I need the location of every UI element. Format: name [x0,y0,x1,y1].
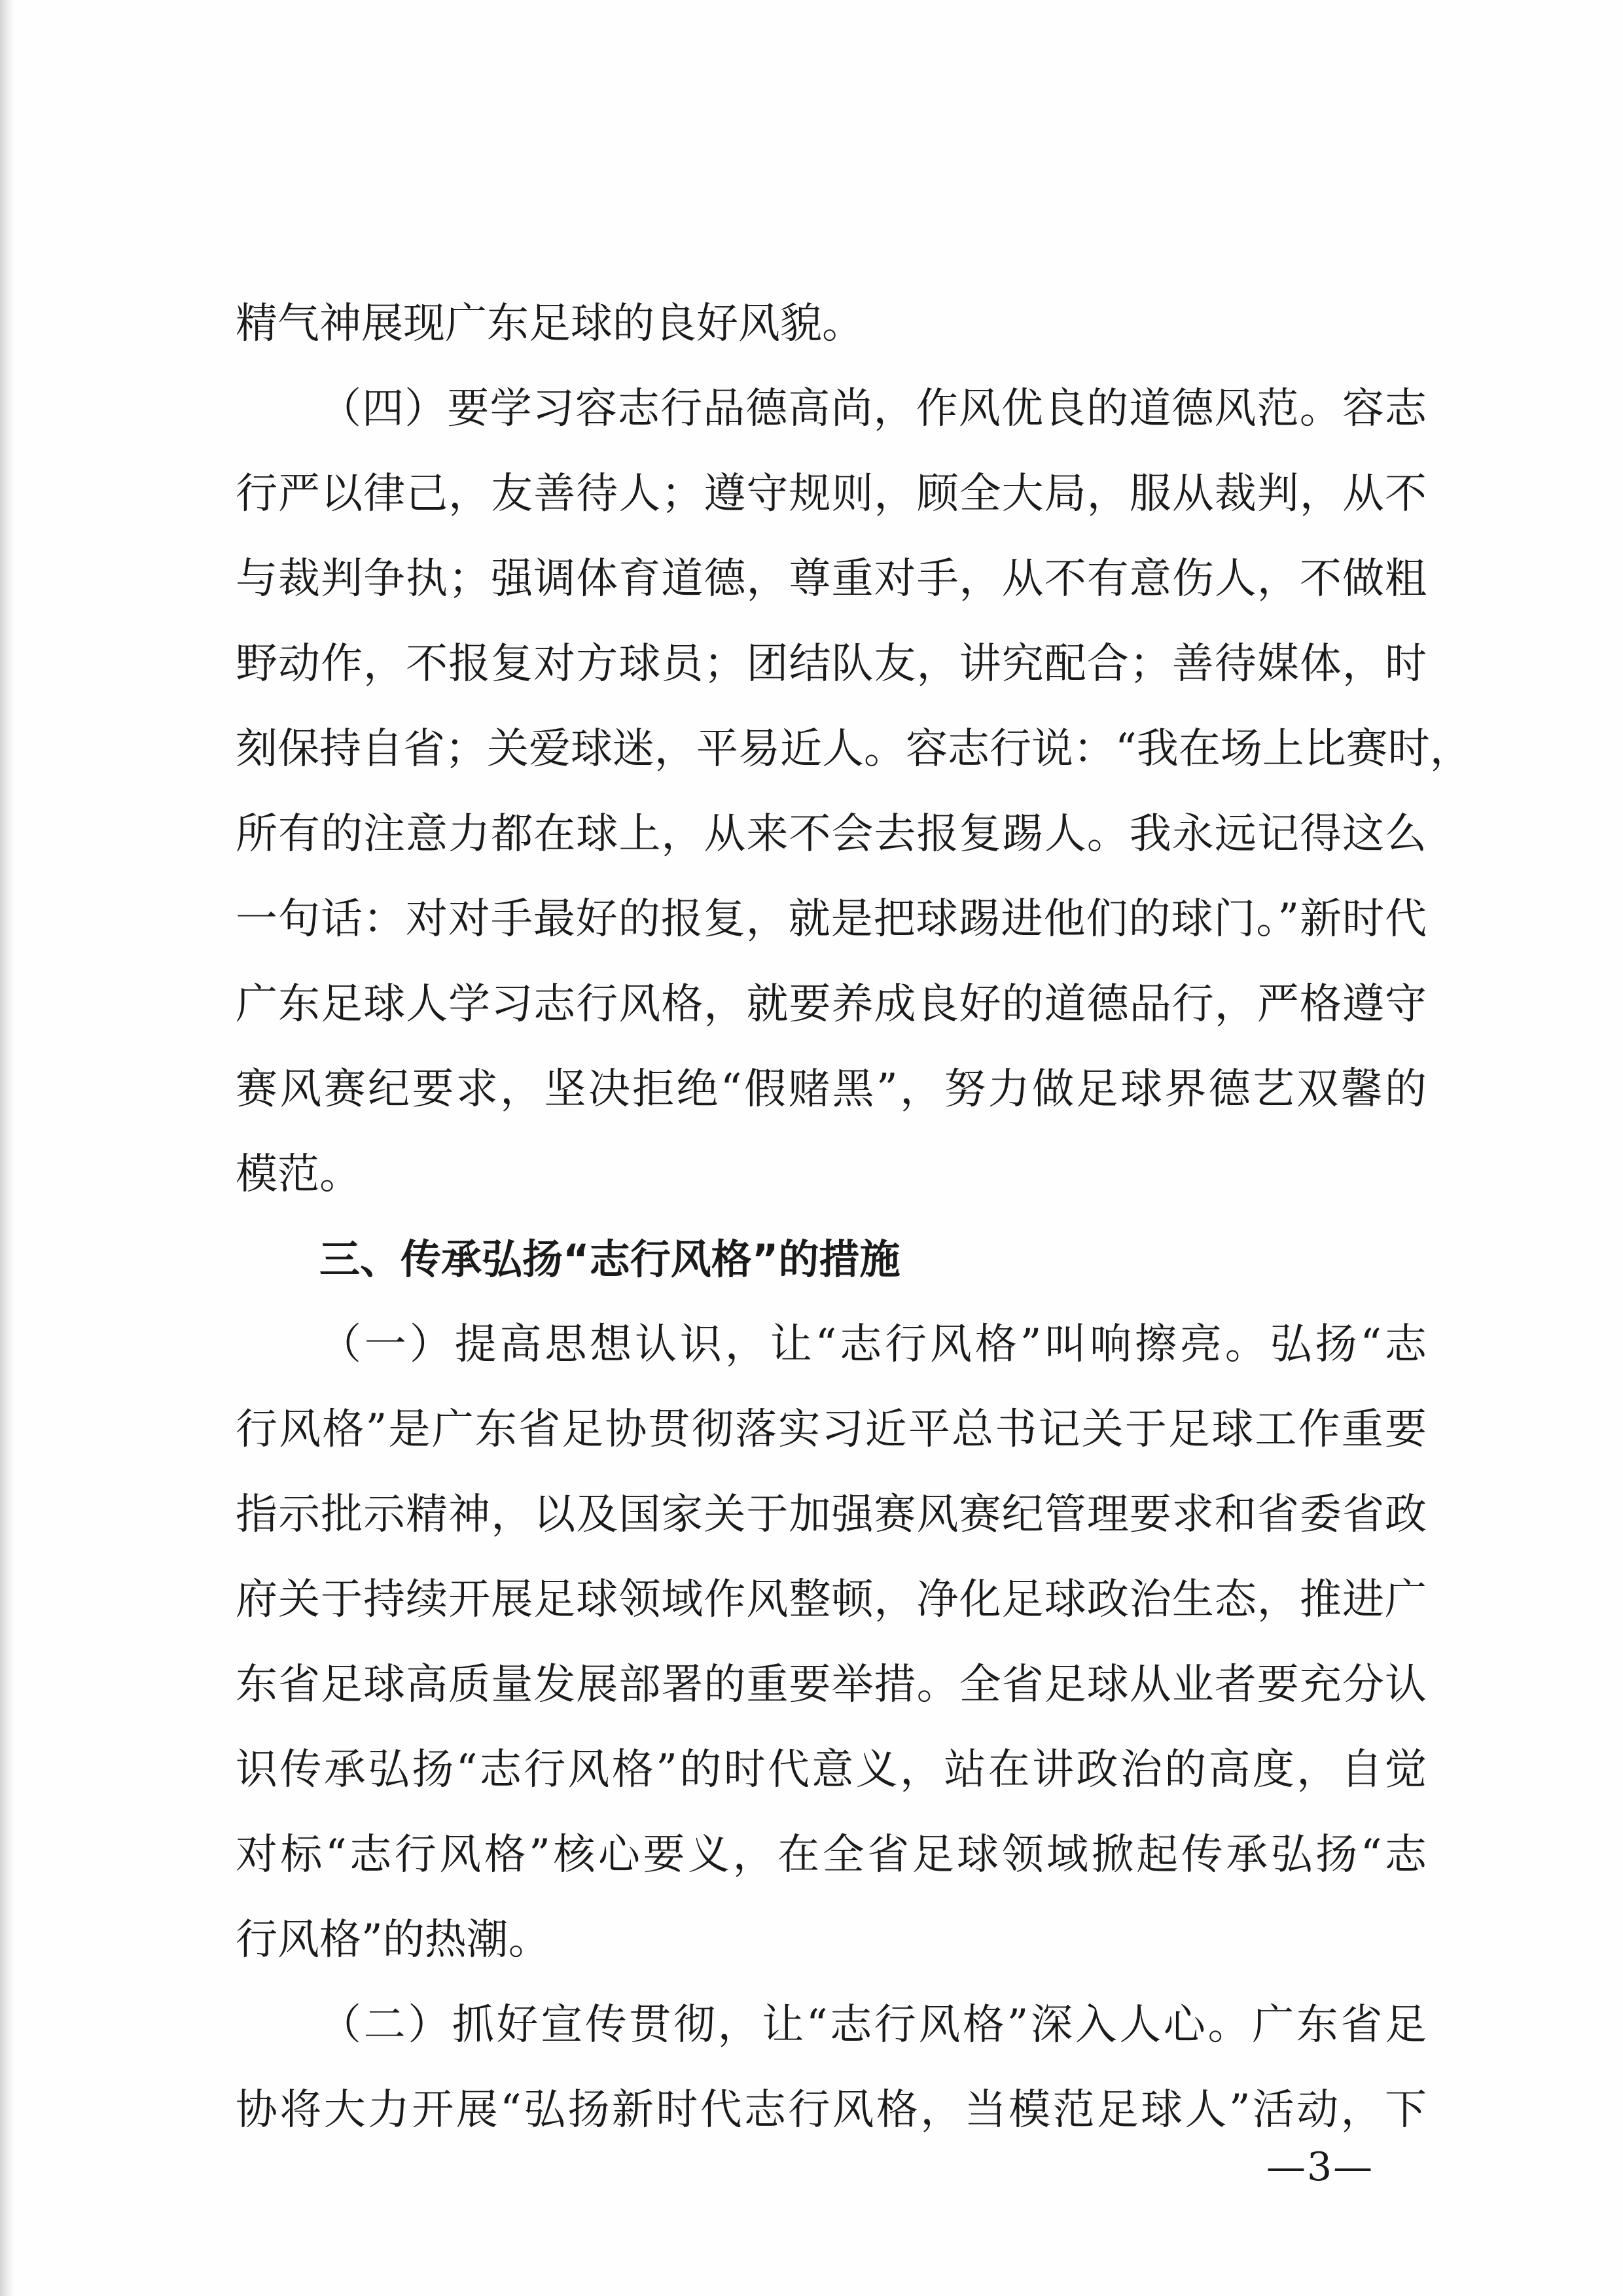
text-line-20: 行风格”的热潮。 [236,1916,550,1964]
text-line-17: 东省足球高质量发展部署的重要举措。全省足球从业者要充分认 [236,1661,1427,1709]
page-number: —3— [1266,2144,1374,2190]
text-line-3: 行严以律己，友善待人；遵守规则，顾全大局，服从裁判，从不 [236,470,1427,518]
text-line-16: 府关于持续开展足球领域作风整顿，净化足球政治生态，推进广 [236,1576,1427,1624]
section-heading: 三、传承弘扬“志行风格”的措施 [319,1235,901,1283]
text-line-5: 野动作，不报复对方球员；团结队友，讲究配合；善待媒体，时 [236,640,1427,688]
text-line-2: （四）要学习容志行品德高尚，作风优良的道德风范。容志 [319,385,1427,433]
text-line-15: 指示批示精神，以及国家关于加强赛风赛纪管理要求和省委省政 [236,1491,1427,1539]
text-line-14: 行风格”是广东省足协贯彻落实习近平总书记关于足球工作重要 [236,1405,1427,1454]
text-line-22: 协将大力开展“弘扬新时代志行风格，当模范足球人”活动，下 [236,2086,1427,2134]
text-line-4: 与裁判争执；强调体育道德，尊重对手，从不有意伤人，不做粗 [236,555,1427,603]
text-line-7: 所有的注意力都在球上，从来不会去报复踢人。我永远记得这么 [236,810,1427,858]
text-line-8: 一句话：对对手最好的报复，就是把球踢进他们的球门。”新时代 [236,895,1427,944]
text-line-21: （二）抓好宣传贯彻，让“志行风格”深入人心。广东省足 [319,2001,1427,2049]
text-line-9: 广东足球人学习志行风格，就要养成良好的道德品行，严格遵守 [236,980,1427,1029]
scan-edge [0,0,14,2296]
text-line-1: 精气神展现广东足球的良好风貌。 [236,300,864,348]
text-line-19: 对标“志行风格”核心要义，在全省足球领域掀起传承弘扬“志 [236,1831,1427,1879]
text-line-18: 识传承弘扬“志行风格”的时代意义，站在讲政治的高度，自觉 [236,1746,1427,1794]
text-line-6: 刻保持自省；关爱球迷，平易近人。容志行说：“我在场上比赛时， [236,725,1472,773]
text-line-10: 赛风赛纪要求，坚决拒绝“假赌黑”，努力做足球界德艺双馨的 [236,1065,1427,1114]
text-line-13: （一）提高思想认识，让“志行风格”叫响擦亮。弘扬“志 [319,1320,1427,1369]
text-line-11: 模范。 [236,1150,361,1199]
